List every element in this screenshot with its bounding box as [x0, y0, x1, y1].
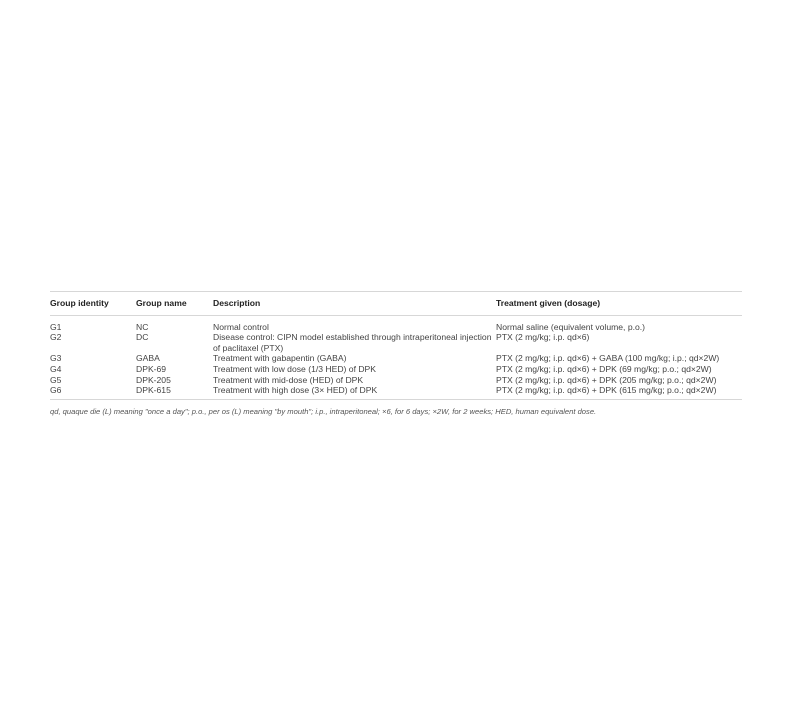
- cell-treatment: Normal saline (equivalent volume, p.o.): [496, 321, 646, 332]
- cell-description: Treatment with high dose (3× HED) of DPK: [213, 385, 496, 399]
- cell-group-name: NC: [136, 321, 149, 332]
- cell-group-name: GABA: [136, 353, 160, 364]
- cell-group-name: DPK-205: [136, 374, 171, 385]
- table-row: [50, 364, 742, 375]
- cell-treatment: PTX (2 mg/kg; i.p. qd×6) + DPK (615 mg/kg; p.o.; qd×2W): [496, 385, 742, 399]
- cell-group-name: DC: [136, 332, 149, 343]
- cell-treatment: PTX (2 mg/kg; i.p. qd×6) + DPK (69 mg/kg; p.o.; qd×2W): [496, 363, 712, 374]
- table-row: [50, 353, 742, 364]
- cell-group-identity: G1: [50, 321, 62, 332]
- cell-description: Treatment with low dose (1/3 HED) of DPK: [213, 363, 377, 374]
- cell-treatment: PTX (2 mg/kg; i.p. qd×6) + GABA (100 mg/kg; i.p.; qd×2W): [496, 353, 720, 364]
- cell-description: Treatment with gabapentin (GABA): [213, 353, 347, 364]
- header-group-identity: Group identity: [50, 292, 136, 316]
- table-row: [50, 315, 742, 332]
- table-row: [50, 375, 742, 386]
- cell-group-identity: G4: [50, 363, 62, 374]
- cell-description: Normal control: [213, 321, 269, 332]
- table-header-row: [50, 292, 742, 316]
- group-table: [50, 291, 742, 400]
- group-table-container: [50, 291, 742, 416]
- table-footnote: qd, quaque die (L) meaning "once a day"; p.o., per os (L) meaning "by mouth"; i.p., intraperitoneal; ×6, for 6 days; ×2W, for 2 weeks; HED, human equivalent dose.: [50, 406, 597, 416]
- cell-group-identity: G5: [50, 374, 62, 385]
- cell-group-name: DPK-69: [136, 363, 167, 374]
- cell-description: Treatment with mid-dose (HED) of DPK: [213, 374, 364, 385]
- cell-treatment: PTX (2 mg/kg; i.p. qd×6) + DPK (205 mg/kg; p.o.; qd×2W): [496, 374, 717, 385]
- cell-group-name: DPK-615: [136, 385, 213, 399]
- table-row: [50, 385, 742, 399]
- header-description: Description: [213, 292, 496, 316]
- header-treatment: Treatment given (dosage): [496, 292, 742, 316]
- cell-group-identity: G3: [50, 353, 62, 364]
- cell-description: Disease control: CIPN model established through intraperitoneal injection of paclitaxel (PTX): [213, 332, 492, 353]
- cell-group-identity: G6: [50, 385, 136, 399]
- header-group-name: Group name: [136, 292, 213, 316]
- cell-group-identity: G2: [50, 332, 62, 343]
- table-row: [50, 332, 742, 353]
- cell-treatment: PTX (2 mg/kg; i.p. qd×6): [496, 332, 590, 343]
